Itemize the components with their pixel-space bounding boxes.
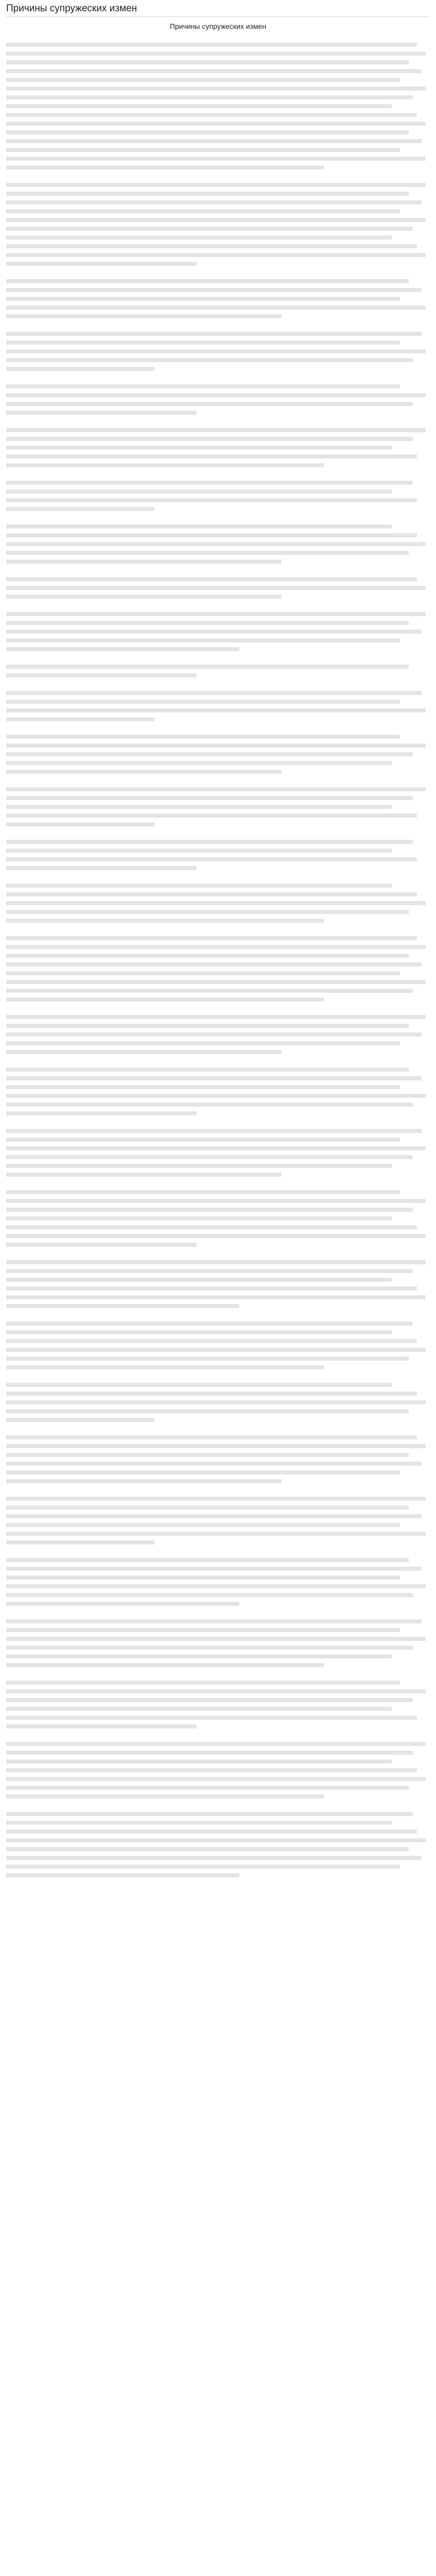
text-line (6, 52, 426, 56)
text-line (6, 647, 239, 651)
text-line (6, 192, 409, 196)
text-line (6, 358, 413, 362)
text-line (6, 1225, 417, 1229)
text-line (6, 673, 197, 677)
text-line (6, 209, 400, 213)
text-line (6, 1663, 324, 1667)
paragraph (6, 1558, 430, 1606)
text-line (6, 1865, 400, 1869)
text-line (6, 481, 413, 485)
text-line (6, 1786, 409, 1790)
text-line (6, 700, 400, 704)
paragraph (6, 1190, 430, 1247)
text-line (6, 244, 417, 248)
text-line (6, 384, 400, 388)
text-line (6, 498, 417, 502)
text-line (6, 1278, 392, 1282)
text-line (6, 1698, 413, 1702)
text-line (6, 1111, 197, 1115)
paragraph (6, 183, 430, 266)
paragraph (6, 524, 430, 564)
text-line (6, 1584, 426, 1588)
text-line (6, 770, 282, 774)
text-line (6, 630, 422, 634)
text-line (6, 1856, 422, 1860)
text-line (6, 814, 417, 818)
text-line (6, 227, 413, 231)
text-line (6, 971, 400, 975)
text-line (6, 139, 422, 143)
text-line (6, 1409, 409, 1413)
text-line (6, 1339, 417, 1343)
page-title: Причины супружеских измен (6, 0, 430, 17)
document-heading: Причины супружеских измен (169, 22, 267, 30)
text-line (6, 1812, 413, 1816)
text-line (6, 1365, 324, 1369)
text-line (6, 507, 154, 511)
paragraph (6, 1260, 430, 1308)
text-line (6, 735, 400, 739)
paragraph (6, 332, 430, 371)
text-line (6, 919, 324, 923)
text-line (6, 1173, 282, 1177)
text-line (6, 612, 426, 616)
paragraph (6, 884, 430, 923)
text-line (6, 1138, 400, 1142)
paragraph (6, 279, 430, 318)
text-line (6, 1146, 426, 1150)
text-line (6, 1067, 409, 1072)
text-line (6, 1724, 197, 1728)
text-line (6, 1637, 426, 1641)
text-line (6, 130, 409, 134)
text-line (6, 1418, 154, 1422)
text-line (6, 1190, 400, 1194)
text-line (6, 122, 426, 126)
paragraph (6, 1015, 430, 1054)
text-line (6, 1847, 409, 1851)
text-line (6, 148, 400, 152)
text-line (6, 1208, 413, 1212)
text-line (6, 60, 409, 64)
text-line (6, 1838, 426, 1842)
text-line (6, 367, 154, 371)
text-line (6, 1103, 413, 1107)
text-line (6, 463, 324, 467)
paragraph (6, 1812, 430, 1877)
text-line (6, 1015, 426, 1019)
text-line (6, 1681, 400, 1685)
text-line (6, 962, 422, 967)
text-line (6, 857, 417, 861)
text-line (6, 1024, 409, 1028)
text-line (6, 638, 400, 642)
text-line (6, 1742, 426, 1746)
text-line (6, 183, 426, 187)
text-line (6, 1794, 324, 1799)
text-line (6, 945, 426, 949)
text-line (6, 1593, 413, 1597)
paragraph (6, 384, 430, 415)
paragraph (6, 665, 430, 677)
text-line (6, 1199, 426, 1203)
paragraph (6, 428, 430, 467)
text-line (6, 437, 413, 441)
text-line (6, 1286, 417, 1291)
paragraph (6, 1129, 430, 1177)
text-line (6, 1041, 400, 1045)
text-line (6, 560, 282, 564)
paragraph (6, 1067, 430, 1115)
text-line (6, 752, 413, 756)
text-line (6, 743, 426, 748)
text-line (6, 1497, 426, 1501)
text-line (6, 1076, 422, 1080)
paragraph (6, 1619, 430, 1667)
text-line (6, 306, 426, 310)
text-line (6, 954, 409, 958)
text-line (6, 1602, 239, 1606)
text-line (6, 1243, 197, 1247)
text-line (6, 849, 392, 853)
document-body (6, 43, 430, 1877)
text-line (6, 1383, 392, 1387)
paragraph (6, 735, 430, 774)
text-line (6, 1348, 426, 1352)
text-line (6, 524, 392, 529)
text-line (6, 1260, 426, 1264)
text-line (6, 1567, 422, 1571)
text-line (6, 1768, 417, 1772)
text-line (6, 1400, 426, 1404)
text-line (6, 665, 409, 669)
text-line (6, 1505, 409, 1510)
paragraph (6, 43, 430, 170)
text-line (6, 489, 392, 494)
text-line (6, 1155, 413, 1159)
text-line (6, 1453, 409, 1457)
text-line (6, 1392, 417, 1396)
text-line (6, 43, 417, 47)
paragraph (6, 691, 430, 721)
paragraph (6, 612, 430, 651)
text-line (6, 157, 426, 161)
text-line (6, 787, 426, 791)
text-line (6, 1032, 422, 1037)
text-line (6, 1759, 392, 1764)
text-line (6, 1558, 409, 1562)
text-line (6, 1321, 413, 1326)
text-line (6, 542, 426, 546)
text-line (6, 1462, 422, 1466)
text-line (6, 892, 417, 896)
text-line (6, 411, 197, 415)
text-line (6, 805, 392, 809)
text-line (6, 551, 409, 555)
text-line (6, 1575, 400, 1580)
text-line (6, 761, 392, 765)
text-line (6, 595, 282, 599)
text-line (6, 1532, 426, 1536)
text-line (6, 577, 417, 581)
text-line (6, 910, 409, 914)
text-line (6, 1628, 400, 1632)
paragraph (6, 1497, 430, 1545)
text-line (6, 200, 422, 205)
text-line (6, 1777, 426, 1781)
text-line (6, 1304, 239, 1308)
text-line (6, 1085, 400, 1089)
paragraph (6, 1321, 430, 1369)
text-line (6, 165, 324, 170)
text-line (6, 1689, 426, 1693)
text-line (6, 1330, 392, 1334)
paragraph (6, 840, 430, 870)
text-line (6, 901, 426, 905)
text-line (6, 235, 392, 240)
paragraph (6, 577, 430, 599)
text-line (6, 218, 426, 222)
paragraph (6, 1383, 430, 1422)
text-line (6, 866, 197, 870)
text-line (6, 586, 426, 590)
text-line (6, 1523, 400, 1527)
text-line (6, 1821, 392, 1825)
text-line (6, 87, 426, 91)
text-line (6, 840, 413, 844)
text-line (6, 95, 413, 99)
paragraph (6, 1742, 430, 1799)
text-line (6, 1873, 239, 1877)
text-line (6, 1619, 422, 1623)
text-line (6, 1540, 154, 1545)
text-line (6, 1514, 422, 1518)
text-line (6, 402, 413, 406)
text-line (6, 621, 409, 625)
text-line (6, 1269, 413, 1273)
text-line (6, 989, 413, 993)
text-line (6, 113, 417, 117)
text-line (6, 1129, 422, 1133)
text-line (6, 1357, 409, 1361)
text-line (6, 796, 413, 800)
text-line (6, 288, 422, 292)
text-line (6, 1654, 392, 1658)
paragraph (6, 481, 430, 511)
text-line (6, 1716, 417, 1720)
text-line (6, 428, 426, 432)
text-line (6, 1707, 392, 1711)
text-line (6, 332, 422, 336)
text-line (6, 104, 392, 108)
text-line (6, 314, 282, 318)
text-line (6, 1829, 417, 1834)
text-line (6, 262, 197, 266)
text-line (6, 69, 422, 73)
text-line (6, 1164, 392, 1168)
text-line (6, 997, 324, 1002)
text-line (6, 884, 392, 888)
paragraph (6, 1681, 430, 1728)
text-line (6, 1479, 282, 1483)
text-line (6, 533, 417, 537)
text-line (6, 708, 426, 713)
text-line (6, 1094, 426, 1098)
text-line (6, 454, 417, 459)
text-line (6, 980, 426, 984)
text-line (6, 936, 417, 940)
text-line (6, 297, 400, 301)
paragraph (6, 787, 430, 826)
text-line (6, 393, 426, 397)
text-line (6, 1751, 413, 1755)
text-line (6, 1234, 426, 1238)
text-line (6, 1295, 426, 1299)
text-line (6, 446, 392, 450)
text-line (6, 253, 426, 257)
text-line (6, 1050, 282, 1054)
paragraph (6, 1435, 430, 1483)
text-line (6, 1470, 400, 1475)
text-line (6, 341, 400, 345)
text-line (6, 691, 422, 695)
text-line (6, 822, 154, 826)
text-line (6, 1435, 417, 1439)
text-line (6, 279, 409, 283)
text-line (6, 349, 426, 353)
text-line (6, 1216, 392, 1221)
text-line (6, 1444, 426, 1448)
paragraph (6, 936, 430, 1002)
text-line (6, 78, 400, 82)
text-line (6, 717, 154, 721)
text-line (6, 1646, 413, 1650)
